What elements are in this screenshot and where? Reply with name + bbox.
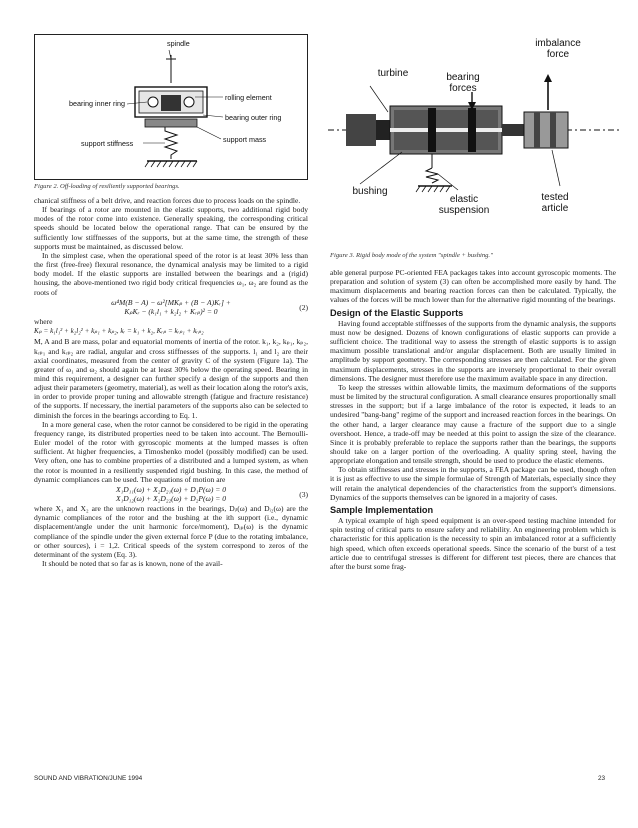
left-where: where — [34, 317, 53, 327]
equation-3-line-2: X₁D₁₂(ω) + X₂D₂₂(ω) + D₂P(ω) = 0 — [116, 494, 226, 503]
equation-2 — [34, 298, 308, 316]
label-bushing: bushing — [352, 186, 388, 197]
left-paragraph-6: where X₁ and X₂ are the unknown reactions in the bearings, Dᵢₗ(ω) and Dᵢ₂(ω) are the dynamic compliances of the rotor and the bushing at the ith support (i.e., dynamic displacement/angle under the unit harmonic force/moment), Dᵢₚ(ω) is the dynamic compliance of the spindle under the given external force P (due to the rotating imbalance, or other sources), i = 1,2. Critical speeds of the system correspond to zeros of the determinant of the system (Eq. 3). — [34, 504, 308, 559]
label-turbine: turbine — [377, 68, 409, 79]
figure-3-caption: Figure 3. Rigid body mode of the system "spindle + bushing." — [330, 252, 493, 259]
figure-2 — [34, 34, 308, 180]
right-column — [330, 268, 616, 571]
figure-2-caption: Figure 2. Off-loading of resiliently supported bearings. — [34, 183, 180, 190]
label-bearing-outer-ring: bearing outer ring — [225, 113, 282, 122]
equation-3-line-1: X₁D₁₁(ω) + X₂D₂₁(ω) + D₁P(ω) = 0 — [116, 484, 226, 494]
section-heading-sample-implementation: Sample Implementation — [330, 504, 434, 515]
left-paragraph-5: In a more general case, when the rotor cannot be considered to be rigid in the operating frequency range, its distributed properties need to be taken into account. The Bernoulli-Euler model of the rotor with gyroscopic moments at the lumped masses is often sufficient. At higher frequencies, a Timoshenko model (possibly modified) can be used. Very often, one has to combine properties of a distributed and a lumped system, as when the rotor is mounted in a resiliently suspended rigid bushing. In this case, the method of dynamic compliances can be used. The equations of motion are — [34, 419, 308, 484]
section-heading-elastic-supports: Design of the Elastic Supports — [330, 307, 464, 318]
left-paragraph-4: M, A and B are mass, polar and equatorial moments of inertia of the rotor. k₁, k₂, kₚ₁, kₚ₂, kᵣₚ₁ and kᵣₚ₂ are radial, angular and cross stiffnesses of the supports. l₁ and l₂ are their axial coordinates, measured from the center of gravity C of the system (Figure 1a). The greater of ω₁ and ω₂ should again be at least 30% below the operating speed. Bearing in mind this requirement, a designer can further specify a design of the supports and then adjust their parameters (geometry, material), as well as their location along the rotor's axis, in order to provide proper tuning and allowable strength (fatigue and fracture resistance) of the supports. If necessary, the inertial parameters of the supports also can be selected to diminish the forces in the bearings according to Eq. 1. — [34, 337, 308, 420]
label-support-stiffness: support stiffness — [81, 139, 134, 148]
equation-3 — [34, 485, 308, 503]
left-paragraph-3: In the simplest case, when the operational speed of the rotor is at least 30% less than the first (free-free) flexural resonance, the dynamical analysis may be limited to a rigid body model. If the elastic supports are installed between the bearings and a (rigid) housing, the above-mentioned two rigid body critical frequencies ω₁, ω₂ are found as the roots of — [34, 250, 308, 297]
equation-2-number: (2) — [299, 302, 308, 312]
equation-3-number: (3) — [299, 489, 308, 499]
right-paragraph-1: able general purpose PC-oriented FEA packages takes into account gyroscopic moments. The preparation and solution of system (3) can often be accomplished more easily by hand. The maximum displacements and bearing reaction forces can then be calculated. Typically, the values of the forces will be much lower than for the alternative rigid mounting of the bearings. — [330, 268, 616, 305]
equation-2-line-1: ω⁴M(B − A) − ω²[MKₚ + (B − A)Kᵣ] + — [111, 297, 231, 307]
left-paragraph-1: chanical stiffness of a belt drive, and reaction forces due to process loads on the spindle. — [34, 196, 301, 205]
label-bearing-inner-ring: bearing inner ring — [69, 99, 125, 108]
right-paragraph-5: A typical example of high speed equipment is an over-speed testing machine intended for spin testing of critical parts to ensure safety and reliability. An engineering problem which is characteristic for this application is the necessity to spin an imbalanced rotor at a sufficiently high speed, which often exceeds operational speeds. Since the scenario of the burst of a test article due to centrifugal stresses is different for different test pieces, there are chances that after the burst some frag- — [330, 516, 616, 571]
right-paragraph-3: To keep the stresses within allowable limits, the maximum deformations of the supports must be limited by the structural configuration. A small clearance ensures proportionally small stresses in the support; but if a large imbalance of the rotor is expected, it leads to an undesired "bang-bang" regime of the support and increased reaction forces in the bearings. On the other hand, a larger clearance may cause a fracture of the support due to a single overshoot. Hence, a trade-off may be needed at this point to assign the size of the clearance. Since it is probably preferable to replace the supports rather than the bearings, the supports should take on a larger portion of the overloading. A quality spring steel, having the appropriate elongation and tensile strength, should be used to produce the elastic elements. — [330, 382, 616, 466]
footer-page-number: 23 — [598, 775, 606, 782]
right-paragraph-2: Having found acceptable stiffnesses of the supports from the dynamic analysis, the supports must now be designed. Dozens of known configurations of elastic supports can provide a sufficient choice. The traditional way to assess the strength of elastic supports is to assign maximum possible translational and/or angular displacement. Both are usually limited in amplitude by support geometry. The corresponding stresses are then calculated. For the given maximum displacements, stresses in the supports are inversely proportional to their overall dimensions. The designer must therefore use the maximum available space in any direction. — [330, 318, 616, 383]
right-paragraph-4: To obtain stiffnesses and stresses in the supports, a FEA package can be used, though often it is just as effective to use the simple formulae of Strength of Materials, especially since they will retain the analytical dependencies of the characteristics from the support's dimensions. Dynamics of the supports themselves can be ignored in a majority of cases. — [330, 465, 616, 502]
left-paragraph-7: It should be noted that so far as is known, none of the avail- — [42, 559, 223, 569]
left-definitions: Kₚ = k₁l₁² + k₂l₂² + kₚ₁ + kₚ₂, kᵣ = k₁ + k₂, Kᵣₚ = kᵣₚ₁ + kᵣₚ₂ — [34, 327, 204, 336]
equation-2-line-2: KₚKᵣ − (k₁l₁ + k₂l₂ + Kᵣₚ)² = 0 — [124, 306, 218, 316]
label-imbalance-force: imbalance force — [535, 38, 581, 60]
label-spindle: spindle — [167, 39, 190, 48]
label-support-mass: support mass — [223, 135, 267, 144]
figure-3 — [328, 34, 620, 244]
label-rolling-element: rolling element — [225, 93, 272, 102]
label-bearing-forces: bearing forces — [446, 72, 480, 94]
footer-journal: SOUND AND VIBRATION/JUNE 1994 — [34, 775, 143, 782]
label-elastic-suspension: elastic suspension — [438, 194, 490, 216]
label-tested-article: tested article — [541, 192, 569, 214]
left-paragraph-2: If bearings of a rotor are mounted in the elastic supports, two additional rigid body modes of the rotor come into existence. Generally speaking, the corresponding critical speeds should be located below the operational range. That can be ensured by the sufficiently low stiffnesses of the supports, but at the same time, the strength of these supports must be maintained, as discussed below. — [34, 205, 308, 251]
left-column — [34, 196, 308, 568]
